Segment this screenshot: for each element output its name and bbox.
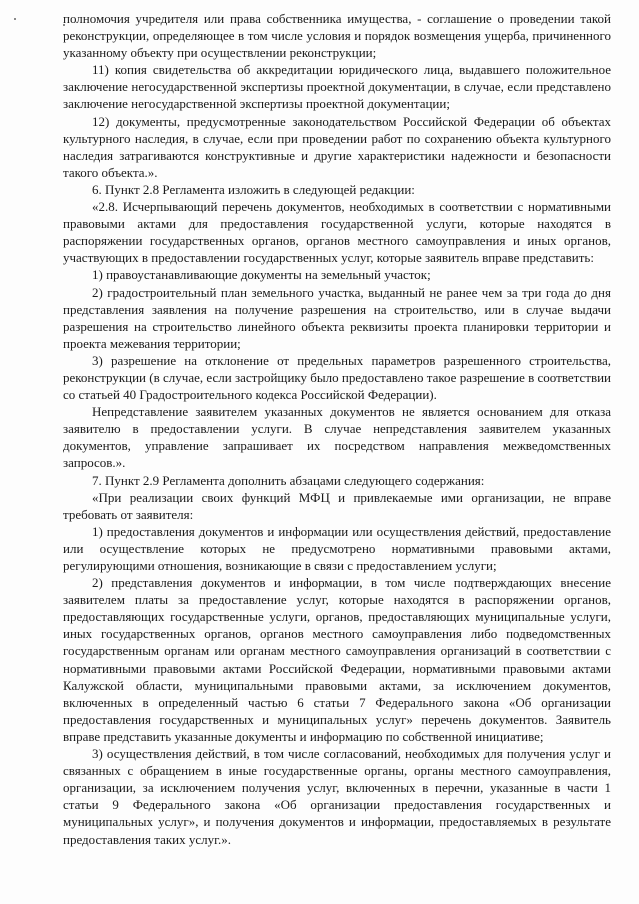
clause-2-8-item-2: 2) градостроительный план земельного участка, выданный не ранее чем за три года до дня представления заявления на получение разрешения на строительство, или в случае выдачи разрешения на строительство линейного объекта реквизиты проекта планировки территории и проекта межевания территории; xyxy=(63,284,611,351)
clause-2-8-item-3: 3) разрешение на отклонение от предельных параметров разрешенного строительства, реконструкции (в случае, если застройщику было предоставлено такое разрешение в соответствии со статьей 40 Градостроительного кодекса Российской Федерации). xyxy=(63,352,611,403)
clause-2-9-item-2: 2) представления документов и информации, в том числе подтверждающих внесение заявителем платы за предоставление услуг, которые находятся в распоряжении органов, предоставляющих государственные услуги, органов, предоставляющих муниципальные услуги, иных государственных органов, органов местного самоуправления либо подведомственных государственным органам или органам местного самоуправления организаций в соответствии с нормативными правовыми актами Российской Федерации, нормативными правовыми актами Калужской области, муниципальными правовыми актами, за исключением документов, включенных в определенный частью 6 статьи 7 Федерального закона «Об организации предоставления государственных и муниципальных услуг» перечень документов. Заявитель вправе представить указанные документы и информацию по собственной инициативе; xyxy=(63,575,611,744)
list-item-11: 11) копия свидетельства об аккредитации юридического лица, выдавшего положительное заключение негосударственной экспертизы проектной документации, в случае, если представлено заключение негосударственной экспертизы проектной документации; xyxy=(63,62,611,112)
clause-2-8: «2.8. Исчерпывающий перечень документов, необходимых в соответствии с нормативными правовыми актами для предоставления государственной услуги, которые находятся в распоряжении государственных органов, органов местного самоуправления и иных органов, участвующих в предоставлении государственных услуг, которые заявитель вправе представить: xyxy=(63,199,611,266)
scan-speck xyxy=(14,18,16,20)
document-body xyxy=(63,10,611,848)
clause-2-9-item-1: 1) предоставления документов и информации или осуществления действий, предоставление или осуществление которых не предусмотрено нормативными правовыми актами, регулирующими отношения, возникающие в связи с предоставлением услуги; xyxy=(63,523,611,573)
clause-2-8-item-1: 1) правоустанавливающие документы на земельный участок; xyxy=(92,267,431,283)
amendment-item-7: 7. Пункт 2.9 Регламента дополнить абзацами следующего содержания: xyxy=(92,472,485,488)
paragraph-continuation: полномочия учредителя или права собственника имущества, - соглашение о проведении такой реконструкции, определяющее в том числе условия и порядок возмещения ущерба, причиненного указанному объекту при осуществлении реконструкции; xyxy=(63,11,611,61)
clause-2-9-intro: «При реализации своих функций МФЦ и привлекаемые ими организации, не вправе требовать от заявителя: xyxy=(63,489,611,522)
list-item-12: 12) документы, предусмотренные законодательством Российской Федерации об объектах культурного наследия, в случае, если при проведении работ по сохранению объекта культурного наследия затрагиваются конструктивные и другие характеристики надежности и безопасности такого объекта.». xyxy=(63,113,611,180)
clause-2-9-item-3: 3) осуществления действий, в том числе согласований, необходимых для получения услуг и связанных с обращением в иные государственные органы, органы местного самоуправления, организации, за исключением получения услуг, включенных в перечни, указанные в части 1 статьи 9 Федерального закона «Об организации предоставления государственных и муниципальных услуг», и получения документов и информации, предоставляемых в результате предоставления таких услуг.». xyxy=(63,746,611,847)
clause-2-8-note: Непредставление заявителем указанных документов не является основанием для отказа заявителю в предоставлении услуги. В случае непредставления заявителем указанных документов, управление запрашивает их посредством направления межведомственных запросов.». xyxy=(63,404,611,471)
amendment-item-6: 6. Пункт 2.8 Регламента изложить в следующей редакции: xyxy=(92,181,415,197)
